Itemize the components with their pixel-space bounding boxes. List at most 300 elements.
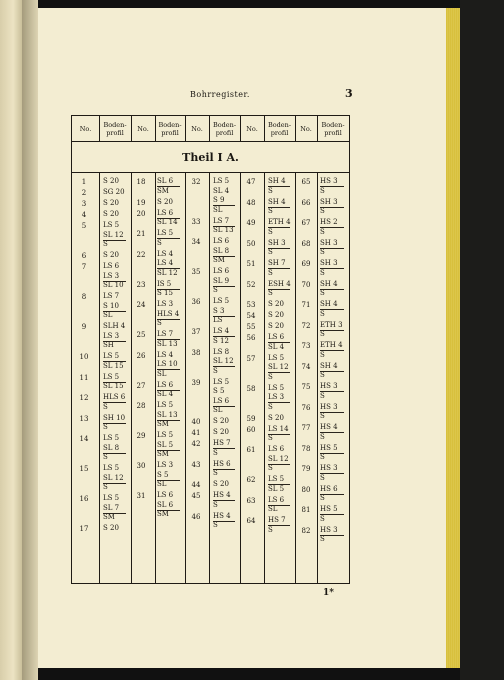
soil-profile (213, 378, 229, 416)
profile-layer: LS 5 (268, 475, 285, 483)
entry-number: 79 (301, 465, 311, 473)
profile-layer: S 20 (103, 210, 119, 218)
profile-layer: SL 14 (157, 218, 178, 226)
profile-layer: S (268, 186, 273, 195)
soil-profile (268, 322, 284, 332)
soil-profile (213, 177, 229, 215)
profile-layer: LS 6 (157, 491, 174, 499)
entry-number: 53 (246, 301, 256, 309)
profile-layer: S (320, 268, 325, 277)
profile-layer: LS 5 (268, 383, 285, 392)
layer-divider-rule (320, 248, 344, 249)
entry-number: 65 (301, 178, 311, 186)
soil-profile (157, 250, 178, 279)
soil-profile (157, 300, 179, 329)
profile-layer: S 20 (103, 199, 119, 207)
entry-number: 76 (301, 403, 311, 412)
soil-profile (103, 524, 119, 534)
profile-layer: SH 3 (268, 238, 286, 247)
layer-divider-rule (157, 186, 180, 187)
entry-number: 10 (79, 353, 89, 361)
header-no-2: No. (137, 124, 149, 133)
profile-layer: HS 4 (213, 491, 231, 499)
header-divider (240, 116, 241, 142)
entry-number: 3 (81, 200, 87, 208)
entry-number: 17 (79, 525, 89, 533)
profile-layer: S (268, 525, 273, 534)
profile-layer: LS 10 (157, 360, 178, 368)
layer-divider-rule (213, 205, 235, 206)
entry-number: 12 (79, 394, 89, 402)
layer-divider-rule (320, 412, 344, 413)
entry-number: 35 (191, 268, 201, 276)
profile-layer: HS 3 (320, 382, 338, 390)
profile-layer: LS 6 (213, 396, 230, 405)
profile-layer: SM (157, 420, 169, 428)
soil-profile (268, 300, 284, 310)
entry-number: 40 (191, 418, 201, 426)
entry-number: 61 (246, 446, 256, 454)
entry-number: 28 (136, 402, 146, 410)
profile-layer: HS 3 (320, 525, 338, 534)
profile-layer: SH 7 (268, 259, 286, 267)
profile-layer: S 20 (213, 428, 229, 436)
entry-number: 51 (246, 260, 256, 268)
profile-layer: SH (103, 341, 114, 349)
profile-layer: SL (157, 480, 167, 488)
profile-layer: LS (213, 316, 223, 324)
layer-divider-rule (213, 366, 235, 367)
profile-layer: S 3 (213, 306, 225, 315)
profile-layer: SH 4 (268, 197, 286, 206)
entry-number: 78 (301, 444, 311, 453)
entry-number: 39 (191, 378, 201, 387)
soil-profile (157, 401, 178, 430)
soil-profile (213, 480, 229, 490)
layer-divider-rule (268, 505, 290, 506)
profile-layer: S (103, 483, 108, 491)
entry-number: 57 (246, 354, 256, 363)
profile-layer: LS 5 (103, 434, 120, 442)
layer-divider-rule (103, 240, 126, 241)
profile-layer: S (320, 309, 325, 318)
soil-profile (103, 494, 119, 523)
layer-divider-rule (157, 450, 180, 451)
profile-layer: HS 7 (268, 516, 286, 524)
layer-divider-rule (103, 483, 126, 484)
profile-layer: S 20 (157, 197, 173, 206)
entry-number: 9 (81, 323, 87, 331)
profile-layer: S 5 (213, 387, 225, 395)
header-divider (155, 116, 156, 142)
profile-layer: SL 8 (213, 246, 230, 255)
profile-layer: LS 6 (103, 262, 120, 270)
profile-layer: S (213, 366, 218, 375)
entry-number: 52 (246, 280, 256, 289)
layer-divider-rule (320, 186, 344, 187)
entry-number: 38 (191, 348, 201, 357)
profile-layer: S (320, 535, 325, 543)
layer-divider-rule (213, 226, 235, 227)
entry-number: 33 (191, 217, 201, 226)
entry-number: 22 (136, 250, 146, 259)
profile-layer: S (213, 286, 218, 294)
profile-layer: SL 4 (157, 390, 174, 398)
entry-number: 82 (301, 526, 311, 535)
soil-profile (103, 251, 119, 261)
profile-layer: SL (213, 406, 223, 414)
profile-layer: S (268, 402, 273, 411)
profile-layer: SL 8 (103, 443, 120, 452)
profile-layer: S (320, 371, 325, 379)
profile-layer: ETH 4 (320, 341, 343, 349)
layer-divider-rule (268, 402, 290, 403)
gilt-page-edges (446, 8, 460, 668)
profile-layer: S (268, 248, 273, 256)
profile-layer: HS 4 (320, 423, 338, 431)
profile-layer: LS 4 (213, 327, 230, 335)
profile-layer: S (268, 434, 273, 442)
layer-divider-rule (320, 473, 344, 474)
entry-number: 47 (246, 178, 256, 186)
entry-number: 58 (246, 384, 256, 393)
soil-profile (157, 198, 173, 208)
entry-number: 32 (191, 178, 201, 186)
entry-number: 23 (136, 280, 146, 289)
profile-layer: S (320, 350, 325, 359)
layer-divider-rule (103, 382, 126, 383)
layer-divider-rule (213, 336, 235, 337)
profile-layer: S (103, 453, 108, 461)
profile-layer: S (320, 514, 325, 523)
header-no-5: No. (300, 124, 312, 133)
profile-layer: SL 5 (268, 484, 285, 493)
profile-layer: S (320, 207, 325, 215)
profile-layer: LS 4 (157, 249, 174, 258)
header-profile-2: Boden- profil (158, 120, 182, 137)
entry-number: 68 (301, 239, 311, 248)
profile-layer: S (320, 186, 325, 195)
soil-profile (103, 210, 119, 220)
profile-layer: S 20 (268, 311, 284, 319)
soil-profile (157, 491, 173, 520)
entry-number: 34 (191, 238, 201, 246)
profile-layer: S (213, 469, 218, 477)
layer-divider-rule (103, 281, 126, 282)
profile-layer: SL (268, 505, 278, 513)
layer-divider-rule (213, 316, 235, 317)
layer-divider-rule (268, 434, 290, 435)
entry-number: 21 (136, 230, 146, 238)
page-gutter (22, 0, 38, 680)
layer-divider-rule (213, 256, 235, 257)
profile-layer: S 12 (213, 336, 229, 345)
entry-number: 2 (81, 189, 87, 197)
layer-divider-rule (157, 480, 180, 481)
layer-divider-rule (320, 330, 344, 331)
profile-layer: IS 5 (157, 279, 172, 288)
profile-layer: SL 10 (103, 281, 124, 289)
profile-layer: S 5 (157, 470, 169, 479)
layer-divider-rule (320, 371, 344, 372)
profile-layer: S 20 (213, 480, 229, 488)
layer-divider-rule (320, 391, 344, 392)
profile-layer: HS 3 (320, 464, 338, 472)
profile-layer: SM (157, 450, 169, 458)
soil-profile (103, 221, 124, 250)
layer-divider-rule (320, 289, 344, 290)
soil-profile (103, 464, 124, 493)
entry-number: 43 (191, 460, 201, 469)
profile-layer: S (320, 432, 325, 441)
profile-layer: SL 12 (268, 454, 289, 463)
entry-number: 15 (79, 465, 89, 473)
printer-signature: 1* (323, 588, 334, 598)
layer-divider-rule (268, 186, 290, 187)
profile-layer: LS 4 (157, 259, 174, 267)
profile-layer: SL 7 (103, 503, 120, 512)
soil-profile (103, 262, 124, 291)
header-divider (264, 116, 265, 142)
profile-layer: S (320, 412, 325, 420)
header-profile-5: Boden- profil (321, 120, 345, 137)
profile-layer: LS 5 (157, 229, 174, 237)
profile-layer: ETH 4 (268, 218, 291, 226)
header-divider (185, 116, 186, 142)
profile-layer: HS 7 (213, 439, 231, 447)
header-no-1: No. (79, 124, 92, 133)
profile-layer: S (103, 402, 108, 411)
profile-layer: LS 7 (213, 216, 230, 225)
profile-layer: SH 3 (320, 238, 338, 247)
profile-layer: S 20 (268, 300, 284, 308)
profile-layer: LS 8 (213, 347, 230, 356)
soil-profile (268, 354, 289, 383)
header-no-4: No. (246, 124, 258, 133)
column-divider (295, 173, 296, 583)
soil-profile (268, 384, 284, 413)
profile-layer: SL 13 (157, 410, 178, 419)
entry-number: 24 (136, 301, 146, 309)
soil-profile (213, 297, 229, 326)
entry-number: 49 (246, 219, 256, 227)
layer-divider-rule (157, 420, 180, 421)
layer-divider-rule (157, 289, 180, 290)
layer-divider-rule (320, 514, 344, 515)
profile-layer: HS 5 (320, 505, 338, 513)
entry-number: 46 (191, 512, 201, 521)
entry-number: 36 (191, 298, 201, 306)
profile-layer: S (157, 319, 162, 327)
profile-layer: SL 12 (103, 473, 124, 482)
soil-profile (103, 322, 125, 351)
profile-layer: LS 6 (157, 208, 174, 217)
profile-layer: SH 4 (320, 361, 338, 370)
header-divider (209, 116, 210, 142)
profile-layer: S 20 (103, 177, 119, 185)
profile-layer: SL 4 (268, 342, 285, 351)
profile-layer: LS 5 (268, 353, 285, 362)
layer-divider-rule (320, 494, 344, 495)
profile-layer: SH 4 (320, 300, 338, 308)
profile-layer: S (103, 240, 108, 248)
profile-layer: SM (103, 513, 115, 521)
profile-layer: LS 5 (213, 297, 230, 305)
column-divider (209, 173, 210, 583)
profile-layer: SLH 4 (103, 322, 126, 330)
profile-layer: LS 6 (268, 445, 285, 453)
column-divider (240, 173, 241, 583)
profile-layer: LS 5 (103, 221, 120, 229)
soil-profile (213, 428, 229, 438)
entry-number: 73 (301, 342, 311, 350)
entry-number: 27 (136, 381, 146, 390)
layer-divider-rule (157, 238, 180, 239)
entry-number: 71 (301, 301, 311, 309)
layer-divider-rule (103, 402, 126, 403)
profile-layer: S (268, 372, 273, 381)
section-title: Theil I A. (72, 142, 349, 173)
layer-divider-rule (320, 432, 344, 433)
profile-layer: LS 4 (157, 350, 174, 359)
layer-divider-rule (157, 319, 180, 320)
entry-number: 77 (301, 424, 311, 432)
profile-layer: S (320, 248, 325, 256)
profile-layer: SL (157, 369, 167, 378)
header-profile-4: Boden- profil (267, 120, 292, 137)
soil-profile (103, 199, 119, 209)
layer-divider-rule (320, 227, 344, 228)
profile-layer: SL 6 (157, 500, 174, 509)
profile-layer: S (268, 289, 273, 297)
profile-layer: SL (213, 205, 223, 214)
table-header-row (72, 116, 349, 142)
layer-divider-rule (103, 423, 126, 424)
profile-layer: LS 5 (157, 401, 174, 409)
profile-layer: SL 5 (157, 440, 174, 449)
profile-layer: S (268, 207, 273, 215)
profile-layer: HS 5 (320, 443, 338, 452)
entry-number: 16 (79, 495, 89, 503)
entry-number: 64 (246, 517, 256, 525)
running-head: Bohrregister. (190, 90, 250, 99)
layer-divider-rule (268, 525, 290, 526)
layer-divider-rule (103, 513, 126, 514)
entry-number: 20 (136, 209, 146, 218)
profile-layer: LS 3 (268, 393, 285, 401)
profile-layer: HLS 6 (103, 393, 126, 401)
profile-layer: ESH 4 (268, 279, 291, 288)
layer-divider-rule (103, 361, 126, 362)
layer-divider-rule (157, 339, 180, 340)
profile-layer: LS 5 (103, 464, 120, 472)
layer-divider-rule (157, 218, 180, 219)
layer-divider-rule (320, 535, 344, 536)
profile-layer: S 10 (103, 301, 119, 310)
header-divider (99, 116, 100, 142)
entry-number: 59 (246, 414, 256, 423)
profile-layer: S (213, 521, 218, 529)
profile-layer: S (320, 289, 325, 297)
soil-profile (213, 267, 229, 296)
layer-divider-rule (103, 453, 126, 454)
profile-layer: SH 3 (320, 197, 338, 206)
book-spine-left (0, 0, 22, 680)
soil-profile (157, 431, 173, 460)
book-cover-right (460, 0, 504, 680)
profile-layer: S (103, 423, 108, 431)
profile-layer: LS 5 (213, 177, 230, 185)
profile-layer: S (213, 448, 218, 457)
profile-layer: HS 3 (320, 402, 338, 411)
profile-layer: LS 7 (103, 292, 120, 300)
layer-divider-rule (213, 286, 235, 287)
layer-divider-rule (157, 369, 180, 370)
layer-divider-rule (320, 268, 344, 269)
profile-layer: LS 3 (157, 300, 174, 308)
layer-divider-rule (157, 268, 180, 269)
profile-layer: SG 20 (103, 188, 125, 196)
profile-layer: HS 6 (213, 459, 231, 468)
soil-profile (268, 414, 284, 424)
profile-layer: SL 13 (213, 226, 234, 234)
profile-layer: LS 7 (157, 330, 174, 338)
header-profile-1: Boden- profil (103, 120, 127, 137)
layer-divider-rule (103, 341, 126, 342)
profile-layer: S (320, 473, 325, 482)
profile-layer: S (213, 500, 218, 509)
header-divider (295, 116, 296, 142)
entry-number: 75 (301, 383, 311, 391)
column-divider (264, 173, 265, 583)
profile-layer: HLS 4 (157, 309, 180, 318)
entry-number: 25 (136, 331, 146, 339)
profile-layer: S (268, 464, 273, 472)
entry-number: 70 (301, 280, 311, 289)
profile-layer: S 9 (213, 196, 225, 204)
layer-divider-rule (268, 268, 290, 269)
layer-divider-rule (268, 464, 290, 465)
profile-layer: LS 3 (103, 271, 120, 280)
soil-profile (213, 237, 229, 266)
profile-layer: S (320, 494, 325, 502)
entry-number: 45 (191, 492, 201, 500)
profile-layer: SL 4 (213, 186, 230, 195)
soil-profile (157, 461, 173, 490)
profile-layer: S (320, 453, 325, 461)
column-divider (185, 173, 186, 583)
profile-layer: S (320, 391, 325, 400)
profile-layer: SM (157, 510, 169, 518)
profile-layer: S 20 (213, 417, 229, 425)
layer-divider-rule (320, 309, 344, 310)
profile-layer: S 15 (157, 289, 173, 297)
soil-profile (103, 188, 125, 198)
layer-divider-rule (157, 390, 180, 391)
profile-layer: LS 5 (157, 431, 174, 439)
profile-layer: SL 6 (157, 177, 174, 185)
profile-layer: SL 12 (268, 363, 289, 371)
layer-divider-rule (320, 453, 344, 454)
entry-number: 48 (246, 198, 256, 207)
profile-layer: LS 5 (103, 372, 120, 381)
entry-number: 67 (301, 219, 311, 227)
profile-layer: LS 3 (103, 331, 120, 340)
header-profile-3: Boden- profil (212, 120, 237, 137)
profile-layer: HS 3 (320, 177, 338, 185)
profile-layer: SL 12 (103, 230, 124, 239)
soil-profile (213, 417, 229, 427)
